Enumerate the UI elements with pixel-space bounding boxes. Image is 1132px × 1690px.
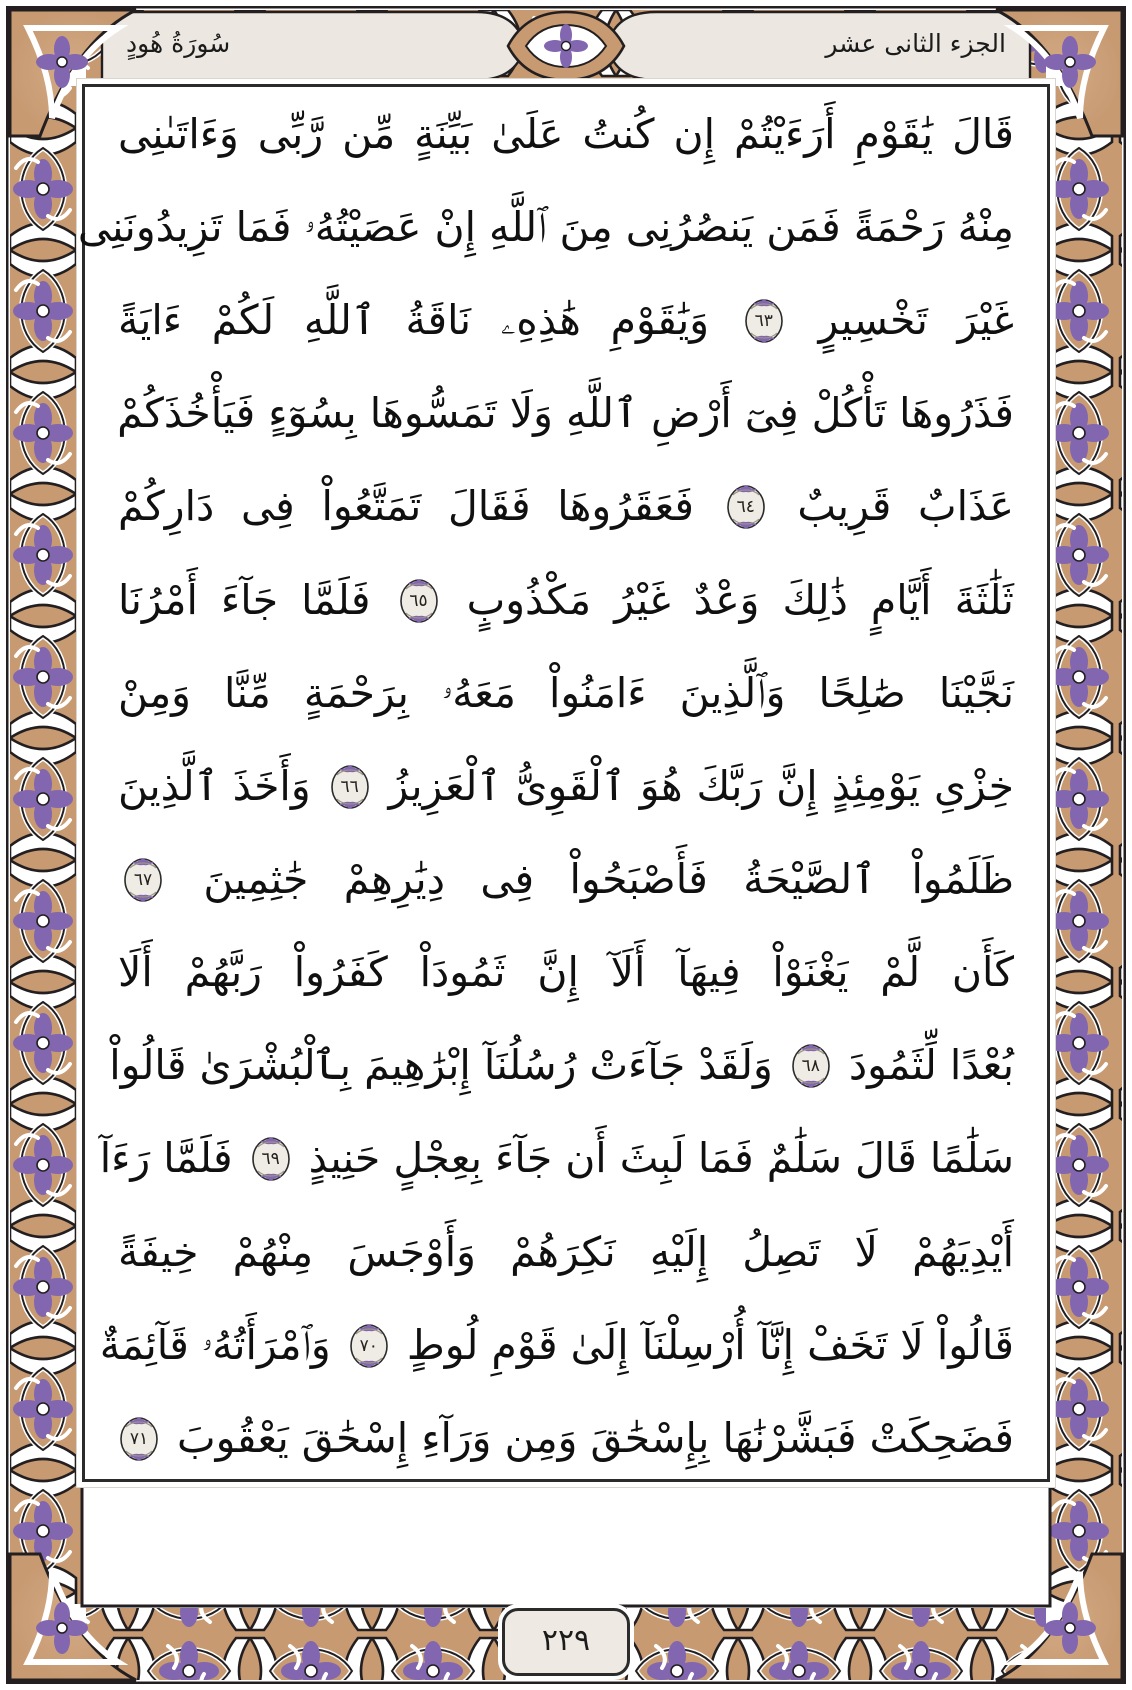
aya-text: قَالُواْ لَا تَخَفْ إِنَّآ أُرْسِلْنَآ إِلَىٰ قَوْمِ لُوطٍ	[406, 1320, 1014, 1369]
quran-line	[118, 1413, 1014, 1462]
aya-text: فَلَمَّا جَآءَ أَمْرُنَا	[118, 575, 371, 624]
verse-marker-68[interactable]	[789, 1043, 833, 1089]
quran-line	[118, 950, 1014, 996]
aya-text: أَيْدِيَهُمْ لَا تَصِلُ إِلَيْهِ نَكِرَهُمْ وَأَوْجَسَ مِنْهُمْ خِيفَةً	[118, 1227, 1014, 1276]
verse-number: ٦٥	[409, 590, 428, 611]
aya-text: وَلَقَدْ جَآءَتْ رُسُلُنَآ إِبْرَٰهِيمَ بِٱلْبُشْرَىٰ قَالُواْ	[109, 1041, 773, 1090]
aya-text: ظَلَمُواْ ٱلصَّيْحَةُ فَأَصْبَحُواْ فِى دِيَٰرِهِمْ جَٰثِمِينَ	[203, 855, 1014, 903]
aya-text: فَذَرُوهَا تَأْكُلْ فِىٓ أَرْضِ ٱللَّهِ وَلَا تَمَسُّوهَا بِسُوٓءٍ فَيَأْخُذَكُمْ	[117, 389, 1014, 438]
verse-number: ٦٧	[133, 869, 153, 890]
aya-text: نَجَّيْنَا صَٰلِحًا وَٱلَّذِينَ ءَامَنُواْ مَعَهُۥ بِرَحْمَةٍ مِّنَّا وَمِنْ	[118, 668, 1014, 717]
page-header	[82, 12, 1050, 78]
verse-number: ٦٦	[340, 776, 359, 797]
aya-text: وَيَٰقَوْمِ هَٰذِهِۦ نَاقَةُ ٱللَّهِ لَكُمْ ءَايَةً	[118, 296, 710, 345]
quran-line	[77, 203, 1014, 252]
verse-marker-64[interactable]	[724, 484, 768, 530]
verse-marker-69[interactable]	[249, 1136, 293, 1182]
verse-marker-71[interactable]	[117, 1416, 161, 1462]
verse-marker-63[interactable]	[742, 298, 786, 344]
quran-line	[118, 668, 1014, 717]
page-number: ٢٢٩	[541, 1622, 591, 1658]
quran-line	[118, 112, 1014, 158]
aya-text: قَالَ يَٰقَوْمِ أَرَءَيْتُمْ إِن كُنتُ عَلَىٰ بَيِّنَةٍ مِّن رَّبِّى وَءَاتَىٰنِى	[118, 110, 1014, 158]
verse-number: ٦٨	[801, 1056, 820, 1077]
aya-text: مِنْهُ رَحْمَةً فَمَن يَنصُرُنِى مِنَ ٱللَّهِ إِنْ عَصَيْتُهُۥ فَمَا تَزِيدُونَنِى	[77, 203, 1014, 252]
verse-number: ٧١	[129, 1428, 149, 1449]
surah-title: سُورَةُ هُودٍ	[126, 28, 231, 58]
verse-number: ٦٣	[754, 311, 773, 332]
quran-text-body	[77, 96, 1040, 1470]
aya-text: كَأَن لَّمْ يَغْنَوْاْ فِيهَآ أَلَآ إِنَّ ثَمُودَاْ كَفَرُواْ رَبَّهُمْ أَلَا	[118, 948, 1014, 997]
aya-text: عَذَابٌ قَرِيبٌ	[797, 482, 1014, 531]
quran-line	[99, 1134, 1014, 1183]
verse-number: ٦٤	[736, 497, 755, 518]
verse-marker-70[interactable]	[347, 1323, 391, 1369]
quran-line	[118, 857, 1014, 903]
verse-marker-67[interactable]	[121, 857, 165, 903]
quran-line	[109, 1041, 1014, 1090]
aya-text: غَيْرَ تَخْسِيرٍ	[818, 296, 1014, 345]
quran-line	[118, 1227, 1014, 1276]
quran-line	[118, 484, 1014, 530]
aya-text: وَأَخَذَ ٱلَّذِينَ	[118, 761, 311, 810]
verse-number: ٦٩	[261, 1149, 280, 1170]
quran-line	[118, 761, 1015, 810]
aya-text: فَضَحِكَتْ فَبَشَّرْنَٰهَا بِإِسْحَٰقَ وَمِن وَرَآءِ إِسْحَٰقَ يَعْقُوبَ	[177, 1413, 1014, 1462]
aya-text: فَلَمَّا رَءَآ	[99, 1134, 233, 1183]
quran-line	[118, 391, 1014, 437]
juz-label: الجزء الثانى عشر	[825, 28, 1006, 58]
quran-line	[118, 298, 1014, 344]
aya-text: ثَلَٰثَةَ أَيَّامٍ ذَٰلِكَ وَعْدٌ غَيْرُ مَكْذُوبٍ	[466, 575, 1014, 624]
verse-marker-65[interactable]	[397, 578, 441, 624]
aya-text: وَٱمْرَأَتُهُۥ قَآئِمَةٌ	[99, 1320, 331, 1369]
quran-line	[99, 1320, 1014, 1369]
quran-line	[118, 575, 1014, 624]
aya-text: خِزْىِ يَوْمِئِذٍ إِنَّ رَبَّكَ هُوَ ٱلْقَوِىُّ ٱلْعَزِيزُ	[388, 761, 1015, 810]
aya-text: فَعَقَرُوهَا فَقَالَ تَمَتَّعُواْ فِى دَارِكُمْ	[118, 482, 694, 531]
verse-number: ٧٠	[359, 1335, 378, 1356]
aya-text: بُعْدًا لِّثَمُودَ	[848, 1041, 1014, 1090]
verse-marker-66[interactable]	[328, 764, 372, 810]
aya-text: سَلَٰمًا قَالَ سَلَٰمٌ فَمَا لَبِثَ أَن جَآءَ بِعِجْلٍ حَنِيذٍ	[308, 1134, 1014, 1183]
